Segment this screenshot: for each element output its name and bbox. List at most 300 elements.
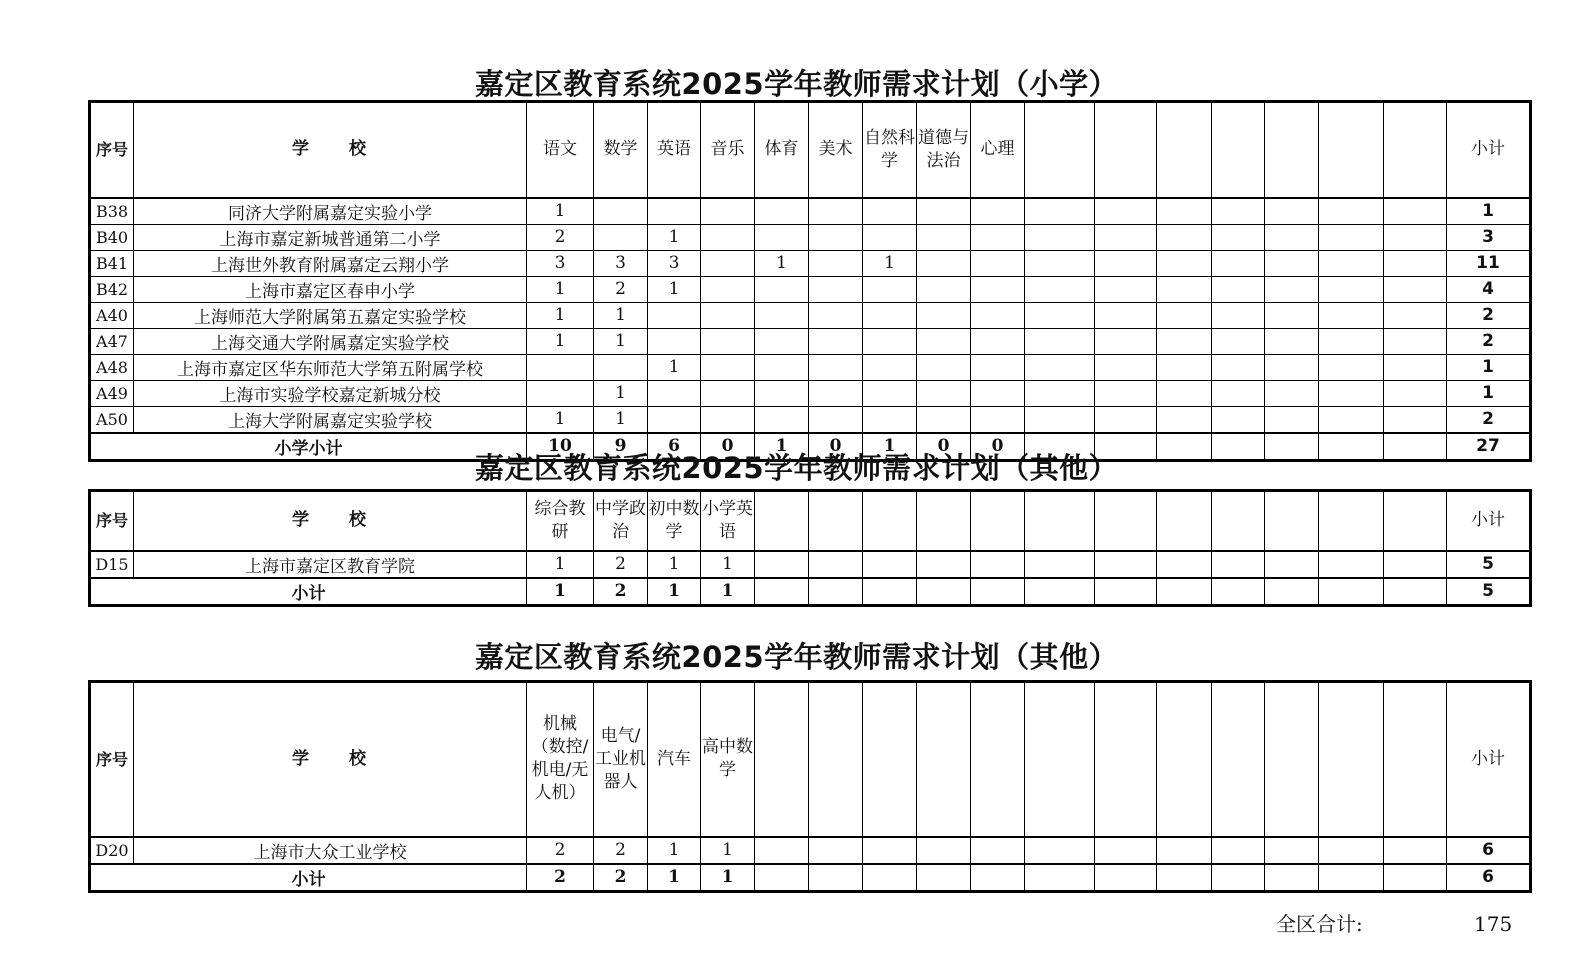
row-value (1265, 380, 1319, 406)
row-value: 1 (527, 302, 594, 328)
row-value (917, 406, 971, 433)
header-row (90, 102, 1531, 198)
grand-total-value: 175 (1474, 912, 1513, 936)
header-subject (755, 682, 809, 837)
grand-total-label: 全区合计: (1276, 912, 1363, 936)
row-value (917, 276, 971, 302)
total-value (917, 578, 971, 606)
total-value (863, 864, 917, 892)
row-school: 上海市实验学校嘉定新城分校 (134, 380, 527, 406)
row-subtotal: 2 (1447, 302, 1531, 328)
row-value: 1 (527, 406, 594, 433)
header-subject: 音乐 (701, 102, 755, 198)
table-row (90, 276, 1531, 302)
row-value (1025, 276, 1095, 302)
header-subject (1025, 491, 1095, 551)
table-row (90, 198, 1531, 225)
header-subject: 英语 (648, 102, 701, 198)
row-value (1157, 198, 1212, 225)
row-value (1384, 198, 1447, 225)
row-value (971, 276, 1025, 302)
total-value (809, 578, 863, 606)
row-value (1319, 198, 1384, 225)
header-subject: 小学英语 (701, 491, 755, 551)
row-value (1025, 354, 1095, 380)
header-subject (1265, 682, 1319, 837)
header-subject (1384, 102, 1447, 198)
row-value (755, 551, 809, 578)
row-value (863, 328, 917, 354)
row-value (648, 328, 701, 354)
row-seq: B40 (90, 224, 134, 250)
total-row (90, 864, 1531, 892)
table-row (90, 328, 1531, 354)
row-value (1025, 224, 1095, 250)
header-subtotal: 小计 (1447, 682, 1531, 837)
row-value: 3 (648, 250, 701, 276)
row-value (1157, 276, 1212, 302)
table-row (90, 837, 1531, 864)
header-subject (1319, 491, 1384, 551)
row-school: 上海世外教育附属嘉定云翔小学 (134, 250, 527, 276)
row-value (1212, 328, 1265, 354)
row-value (917, 328, 971, 354)
row-value (1319, 380, 1384, 406)
row-value: 1 (648, 276, 701, 302)
row-value: 3 (527, 250, 594, 276)
row-value (1212, 250, 1265, 276)
total-value: 0 (701, 433, 755, 461)
row-value (701, 198, 755, 225)
row-value (1095, 551, 1157, 578)
row-value (809, 276, 863, 302)
row-value (1265, 406, 1319, 433)
row-value (1095, 354, 1157, 380)
row-subtotal: 11 (1447, 250, 1531, 276)
row-value: 2 (594, 837, 648, 864)
row-value (755, 837, 809, 864)
row-value (863, 302, 917, 328)
row-value: 2 (594, 551, 648, 578)
table-row (90, 406, 1531, 433)
row-value (1319, 406, 1384, 433)
row-value (1025, 198, 1095, 225)
header-subject (809, 682, 863, 837)
row-value (1319, 250, 1384, 276)
table-row (90, 224, 1531, 250)
row-value (755, 224, 809, 250)
row-value (1212, 224, 1265, 250)
row-value (1095, 302, 1157, 328)
header-subject (1095, 491, 1157, 551)
row-value (917, 302, 971, 328)
total-value (1157, 578, 1212, 606)
row-value (1319, 224, 1384, 250)
row-value (594, 354, 648, 380)
row-value (1384, 551, 1447, 578)
row-school: 同济大学附属嘉定实验小学 (134, 198, 527, 225)
row-school: 上海市大众工业学校 (134, 837, 527, 864)
row-value (1095, 837, 1157, 864)
row-school: 上海市嘉定区教育学院 (134, 551, 527, 578)
row-value (863, 380, 917, 406)
row-value: 2 (527, 837, 594, 864)
row-value (1212, 837, 1265, 864)
row-value: 1 (594, 302, 648, 328)
total-value: 1 (527, 578, 594, 606)
total-subtotal: 27 (1447, 433, 1531, 461)
row-value (1212, 551, 1265, 578)
row-value (971, 551, 1025, 578)
header-school: 学 校 (134, 682, 527, 837)
row-value (1025, 302, 1095, 328)
row-school: 上海市嘉定区春申小学 (134, 276, 527, 302)
row-value (1212, 406, 1265, 433)
row-value (863, 354, 917, 380)
row-value (1025, 551, 1095, 578)
row-subtotal: 1 (1447, 198, 1531, 225)
row-value (809, 250, 863, 276)
row-value (1384, 250, 1447, 276)
row-value (1319, 354, 1384, 380)
row-value (1157, 328, 1212, 354)
row-value (809, 328, 863, 354)
header-subject (1212, 491, 1265, 551)
row-seq: D20 (90, 837, 134, 864)
table-row (90, 551, 1531, 578)
row-subtotal: 1 (1447, 354, 1531, 380)
row-value (1212, 198, 1265, 225)
total-value (1265, 578, 1319, 606)
row-value (755, 354, 809, 380)
header-subject (917, 491, 971, 551)
total-value: 10 (527, 433, 594, 461)
header-subject (1212, 682, 1265, 837)
row-value (809, 224, 863, 250)
row-value (701, 380, 755, 406)
total-value (809, 864, 863, 892)
row-value (701, 250, 755, 276)
header-subject: 综合教研 (527, 491, 594, 551)
row-value: 2 (594, 276, 648, 302)
row-value (1157, 224, 1212, 250)
header-subject: 美术 (809, 102, 863, 198)
header-subject: 体育 (755, 102, 809, 198)
header-subject (1095, 682, 1157, 837)
row-value (755, 328, 809, 354)
row-value (1157, 551, 1212, 578)
total-label: 小学小计 (90, 433, 527, 461)
row-value (971, 302, 1025, 328)
section2-title: 嘉定区教育系统2025学年教师需求计划（其他） (474, 451, 1119, 485)
header-subject (1212, 102, 1265, 198)
row-value (1319, 837, 1384, 864)
row-value (1319, 551, 1384, 578)
row-value (917, 250, 971, 276)
header-school: 学 校 (134, 102, 527, 198)
row-value (755, 380, 809, 406)
row-value: 1 (648, 551, 701, 578)
header-subject (755, 491, 809, 551)
row-value: 1 (594, 406, 648, 433)
row-value (971, 354, 1025, 380)
section3-title: 嘉定区教育系统2025学年教师需求计划（其他） (474, 640, 1119, 674)
row-value (1157, 250, 1212, 276)
total-value (755, 864, 809, 892)
row-seq: A49 (90, 380, 134, 406)
header-subject (863, 491, 917, 551)
total-value: 1 (648, 578, 701, 606)
row-subtotal: 2 (1447, 406, 1531, 433)
row-value (1025, 250, 1095, 276)
total-value: 1 (648, 864, 701, 892)
row-value (809, 380, 863, 406)
header-subtotal: 小计 (1447, 102, 1531, 198)
row-value: 2 (527, 224, 594, 250)
row-value: 1 (648, 354, 701, 380)
total-value: 9 (594, 433, 648, 461)
row-value (594, 198, 648, 225)
row-value (1095, 198, 1157, 225)
total-value: 2 (527, 864, 594, 892)
total-value (1025, 578, 1095, 606)
row-value (648, 198, 701, 225)
header-subject (971, 682, 1025, 837)
row-value (1319, 328, 1384, 354)
row-value (1384, 406, 1447, 433)
row-value (809, 302, 863, 328)
header-subject (1157, 682, 1212, 837)
row-value: 1 (594, 328, 648, 354)
total-subtotal: 6 (1447, 864, 1531, 892)
header-subject (1265, 491, 1319, 551)
row-school: 上海交通大学附属嘉定实验学校 (134, 328, 527, 354)
total-value: 1 (863, 433, 917, 461)
row-value (971, 198, 1025, 225)
row-value: 3 (594, 250, 648, 276)
row-value: 1 (701, 551, 755, 578)
row-value (809, 551, 863, 578)
total-value (1319, 578, 1384, 606)
header-subject (863, 682, 917, 837)
total-label: 小计 (90, 864, 527, 892)
total-value (1265, 864, 1319, 892)
row-school: 上海师范大学附属第五嘉定实验学校 (134, 302, 527, 328)
row-value (1157, 380, 1212, 406)
header-subject: 机械（数控/机电/无人机） (527, 682, 594, 837)
row-value (755, 406, 809, 433)
row-value (1384, 354, 1447, 380)
row-value (701, 276, 755, 302)
row-value (971, 406, 1025, 433)
row-value (755, 276, 809, 302)
row-value (1265, 551, 1319, 578)
table-row (90, 302, 1531, 328)
row-subtotal: 2 (1447, 328, 1531, 354)
row-seq: A40 (90, 302, 134, 328)
row-subtotal: 5 (1447, 551, 1531, 578)
row-value (917, 837, 971, 864)
row-value (527, 380, 594, 406)
header-subject: 心理 (971, 102, 1025, 198)
header-subject (1095, 102, 1157, 198)
row-seq: B41 (90, 250, 134, 276)
row-value: 1 (755, 250, 809, 276)
row-value (1095, 328, 1157, 354)
row-value (1319, 302, 1384, 328)
row-value (1025, 837, 1095, 864)
header-subject (1384, 682, 1447, 837)
section1-title: 嘉定区教育系统2025学年教师需求计划（小学） (474, 67, 1119, 101)
row-value (863, 198, 917, 225)
header-row (90, 491, 1531, 551)
row-value (701, 302, 755, 328)
row-value (971, 837, 1025, 864)
row-value (1095, 380, 1157, 406)
row-value (648, 406, 701, 433)
section1-table (88, 100, 1532, 462)
row-value (1384, 837, 1447, 864)
row-value: 1 (527, 198, 594, 225)
row-value (701, 354, 755, 380)
header-subject (1157, 491, 1212, 551)
row-value (971, 328, 1025, 354)
row-value (971, 224, 1025, 250)
row-value (1265, 328, 1319, 354)
total-label: 小计 (90, 578, 527, 606)
total-value (863, 578, 917, 606)
header-subject (809, 491, 863, 551)
total-value: 1 (701, 864, 755, 892)
header-row (90, 682, 1531, 837)
row-value (1212, 354, 1265, 380)
header-subject: 初中数学 (648, 491, 701, 551)
row-seq: A48 (90, 354, 134, 380)
total-value: 0 (809, 433, 863, 461)
total-value (1212, 864, 1265, 892)
row-value (1025, 380, 1095, 406)
row-value (917, 354, 971, 380)
header-subject: 语文 (527, 102, 594, 198)
row-value (863, 406, 917, 433)
row-subtotal: 6 (1447, 837, 1531, 864)
row-value (755, 198, 809, 225)
row-value (1025, 328, 1095, 354)
row-value: 1 (527, 328, 594, 354)
row-value: 1 (527, 276, 594, 302)
row-value (1265, 276, 1319, 302)
header-subject: 自然科学 (863, 102, 917, 198)
row-value (1157, 302, 1212, 328)
header-subject: 高中数学 (701, 682, 755, 837)
row-school: 上海市嘉定区华东师范大学第五附属学校 (134, 354, 527, 380)
row-value (701, 406, 755, 433)
header-subject (1265, 102, 1319, 198)
total-value (971, 578, 1025, 606)
table-row (90, 250, 1531, 276)
row-value: 1 (594, 380, 648, 406)
row-value: 1 (648, 837, 701, 864)
header-subtotal: 小计 (1447, 491, 1531, 551)
row-seq: A47 (90, 328, 134, 354)
row-value (1157, 837, 1212, 864)
header-subject (1025, 682, 1095, 837)
row-value (1319, 276, 1384, 302)
total-value (971, 864, 1025, 892)
row-value (1265, 837, 1319, 864)
row-seq: A50 (90, 406, 134, 433)
row-value (1265, 354, 1319, 380)
row-value (1384, 328, 1447, 354)
row-value (1095, 224, 1157, 250)
row-value (755, 302, 809, 328)
row-value (1265, 198, 1319, 225)
row-value (1095, 406, 1157, 433)
header-subject (1319, 102, 1384, 198)
row-value (863, 276, 917, 302)
row-value: 1 (863, 250, 917, 276)
header-seq: 序号 (90, 491, 134, 551)
row-value (1265, 250, 1319, 276)
table-row (90, 380, 1531, 406)
total-value (1212, 578, 1265, 606)
row-value (527, 354, 594, 380)
header-subject (971, 491, 1025, 551)
header-subject (1025, 102, 1095, 198)
total-value (1157, 864, 1212, 892)
header-subject: 中学政治 (594, 491, 648, 551)
total-value (755, 578, 809, 606)
header-subject (1157, 102, 1212, 198)
row-value: 1 (701, 837, 755, 864)
header-seq: 序号 (90, 682, 134, 837)
header-school: 学 校 (134, 491, 527, 551)
row-value (809, 406, 863, 433)
row-value (1157, 406, 1212, 433)
row-value (971, 250, 1025, 276)
header-subject: 汽车 (648, 682, 701, 837)
total-value: 6 (648, 433, 701, 461)
row-value (1157, 354, 1212, 380)
total-value: 1 (701, 578, 755, 606)
row-value (809, 837, 863, 864)
row-value (1025, 406, 1095, 433)
row-value (863, 837, 917, 864)
row-subtotal: 4 (1447, 276, 1531, 302)
header-subject: 数学 (594, 102, 648, 198)
row-value (1384, 276, 1447, 302)
row-value (701, 224, 755, 250)
row-value (701, 328, 755, 354)
total-value (1319, 864, 1384, 892)
row-value: 1 (648, 224, 701, 250)
row-value (1212, 302, 1265, 328)
row-value (594, 224, 648, 250)
row-value (917, 551, 971, 578)
row-value (917, 198, 971, 225)
row-value (917, 224, 971, 250)
row-school: 上海大学附属嘉定实验学校 (134, 406, 527, 433)
total-row (90, 578, 1531, 606)
row-value (1384, 302, 1447, 328)
row-seq: D15 (90, 551, 134, 578)
row-school: 上海市嘉定新城普通第二小学 (134, 224, 527, 250)
row-value (1212, 276, 1265, 302)
total-value (1025, 864, 1095, 892)
row-value (1384, 380, 1447, 406)
row-seq: B38 (90, 198, 134, 225)
total-value: 2 (594, 578, 648, 606)
